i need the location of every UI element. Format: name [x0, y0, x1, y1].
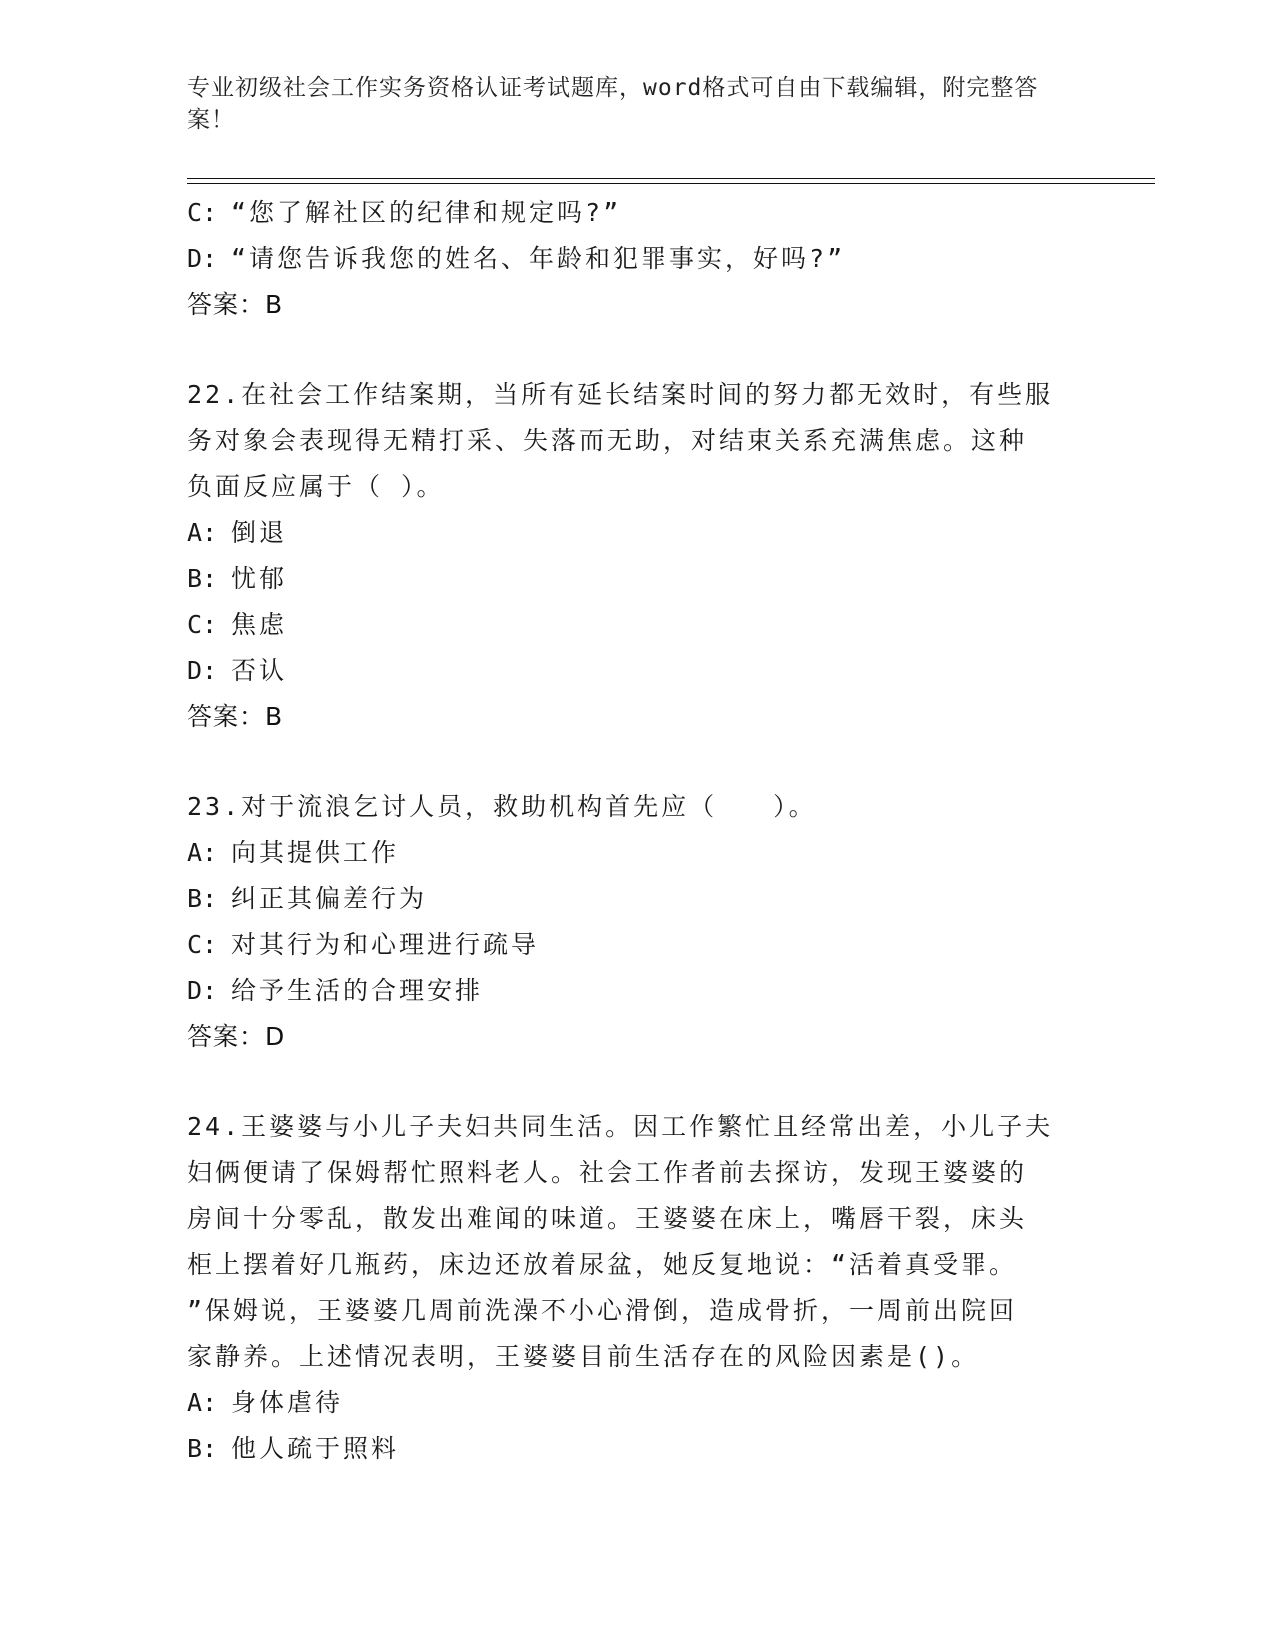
option-key: C:	[187, 610, 218, 639]
option-c	[187, 190, 1087, 236]
question-text-line: 22.在社会工作结案期，当所有延长结案时间的努力都无效时，有些服	[187, 380, 1054, 409]
option-key: B:	[187, 564, 218, 593]
option-key: D:	[187, 976, 218, 1005]
question-text-line: 24.王婆婆与小儿子夫妇共同生活。因工作繁忙且经常出差，小儿子夫	[187, 1112, 1054, 1141]
option-text: “您了解社区的纪律和规定吗?”	[231, 198, 622, 227]
option-text: 焦虑	[231, 610, 288, 639]
option-b	[187, 1426, 1087, 1472]
question-content	[187, 190, 1087, 1472]
option-d	[187, 968, 1087, 1014]
option-c	[187, 922, 1087, 968]
header-rule-bottom	[187, 183, 1155, 184]
option-text: 给予生活的合理安排	[231, 976, 484, 1005]
option-b	[187, 876, 1087, 922]
option-key: D:	[187, 656, 218, 685]
document-header: 专业初级社会工作实务资格认证考试题库，word格式可自由下载编辑，附完整答案！	[187, 75, 1039, 133]
option-c	[187, 602, 1087, 648]
answer-line: 答案：B	[187, 702, 284, 731]
question-text-line: 妇俩便请了保姆帮忙照料老人。社会工作者前去探访，发现王婆婆的	[187, 1158, 1028, 1187]
option-text: “请您告诉我您的姓名、年龄和犯罪事实，好吗?”	[231, 244, 846, 273]
question-text-line: ”保姆说，王婆婆几周前洗澡不小心滑倒，造成骨折，一周前出院回	[187, 1296, 1018, 1325]
option-key: A:	[187, 838, 218, 867]
option-text: 忧郁	[231, 564, 288, 593]
answer-line: 答案：D	[187, 1022, 286, 1051]
option-text: 身体虐待	[231, 1388, 344, 1417]
option-key: C:	[187, 198, 218, 227]
question-text-line: 负面反应属于（ ）。	[187, 472, 445, 501]
option-key: B:	[187, 1434, 218, 1463]
question-text-line: 务对象会表现得无精打采、失落而无助，对结束关系充满焦虑。这种	[187, 426, 1028, 455]
question-text-line: 23.对于流浪乞讨人员，救助机构首先应（ ）。	[187, 792, 817, 821]
option-b	[187, 556, 1087, 602]
option-d	[187, 236, 1087, 282]
question-text-line: 房间十分零乱，散发出难闻的味道。王婆婆在床上，嘴唇干裂，床头	[187, 1204, 1028, 1233]
question-text-line: 家静养。上述情况表明，王婆婆目前生活存在的风险因素是()。	[187, 1342, 980, 1371]
question-text-line: 柜上摆着好几瓶药，床边还放着尿盆，她反复地说：“活着真受罪。	[187, 1250, 1018, 1279]
option-a	[187, 510, 1087, 556]
option-text: 他人疏于照料	[231, 1434, 400, 1463]
option-key: C:	[187, 930, 218, 959]
header-rule-top	[187, 178, 1155, 179]
option-a	[187, 830, 1087, 876]
option-text: 否认	[231, 656, 288, 685]
option-key: A:	[187, 1388, 218, 1417]
option-key: A:	[187, 518, 218, 547]
option-text: 对其行为和心理进行疏导	[231, 930, 540, 959]
option-d	[187, 648, 1087, 694]
option-text: 纠正其偏差行为	[231, 884, 428, 913]
option-text: 倒退	[231, 518, 288, 547]
option-key: B:	[187, 884, 218, 913]
answer-line: 答案：B	[187, 290, 284, 319]
option-a	[187, 1380, 1087, 1426]
option-key: D:	[187, 244, 218, 273]
option-text: 向其提供工作	[231, 838, 400, 867]
